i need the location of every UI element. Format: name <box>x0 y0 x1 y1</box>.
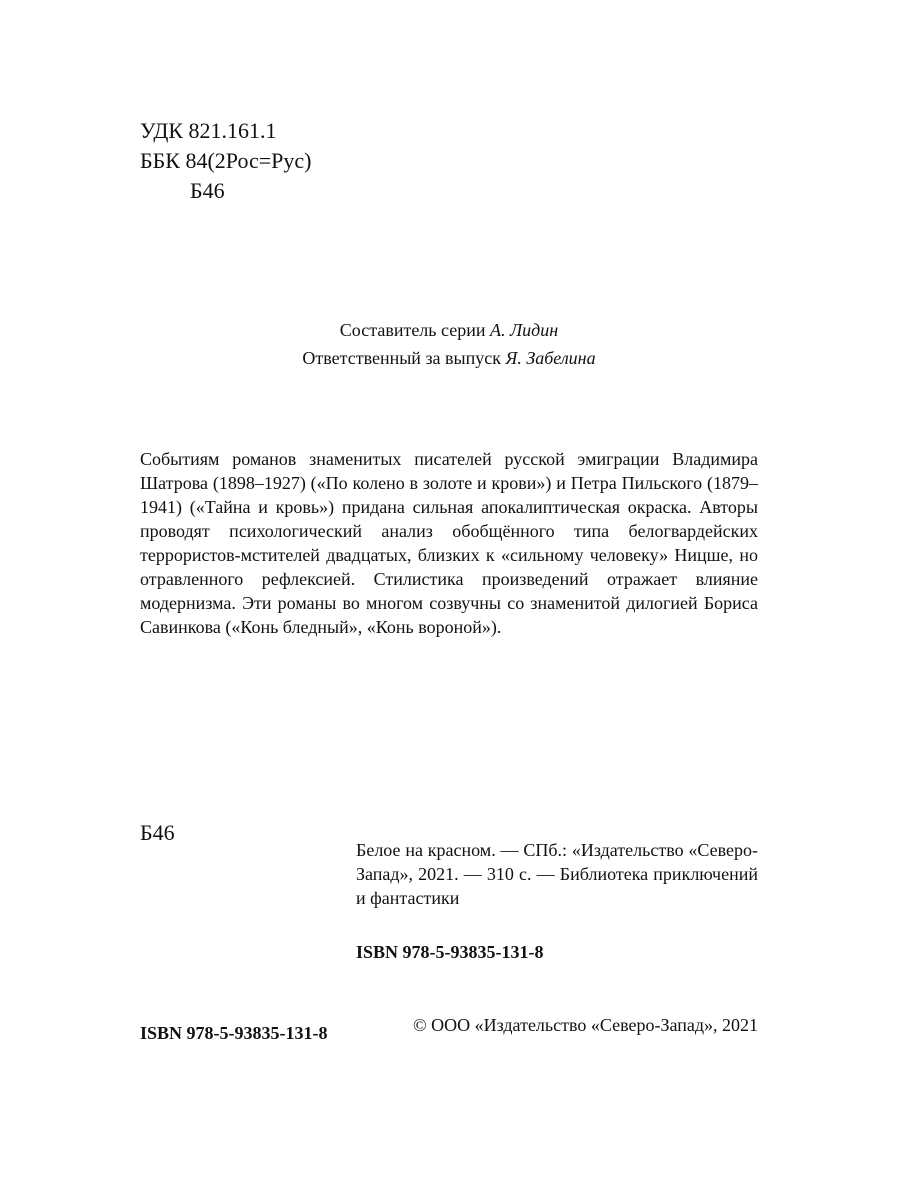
series-compiler-name: А. Лидин <box>489 320 559 340</box>
classification-block <box>140 116 312 206</box>
series-compiler-line <box>140 316 758 344</box>
footer-isbn: ISBN 978-5-93835-131-8 <box>140 1023 328 1043</box>
catalog-author-mark: Б46 <box>140 820 175 845</box>
annotation-text: Событиям романов знаменитых писателей русской эмиграции Владимира Шатрова (1898–1927) («По колено в золоте и крови») и Петра Пильского (1879–1941) («Тайна и кровь») придана сильная апокалиптическая окраска. Авторы проводят психологический анализ обобщённого типа белогвардейских террористов-мстителей двадцатых, близких к «сильному человеку» Ницше, но отравленного рефлексией. Стилистика произведений отражает влияние модернизма. Эти романы во многом созвучны со знаменитой дилогией Бориса Савинкова («Конь бледный», «Конь вороной»). <box>140 449 758 637</box>
copyright-notice: © ООО «Издательство «Северо-Запад», 2021 <box>412 1015 758 1035</box>
credits-block <box>140 316 758 372</box>
series-compiler-label: Составитель серии <box>339 320 486 340</box>
issue-editor-line <box>140 344 758 372</box>
issue-editor-name: Я. Забелина <box>505 348 596 368</box>
udk-code: УДК 821.161.1 <box>140 118 277 143</box>
author-mark: Б46 <box>190 178 225 203</box>
catalog-isbn: ISBN 978-5-93835-131-8 <box>356 942 544 962</box>
bbk-code: ББК 84(2Рос=Рус) <box>140 148 312 173</box>
issue-editor-label: Ответственный за выпуск <box>302 348 501 368</box>
bibliographic-record: Белое на красном. — СПб.: «Издательство «Северо-Запад», 2021. — 310 с. — Библиотека приключений и фантастики <box>356 840 758 908</box>
